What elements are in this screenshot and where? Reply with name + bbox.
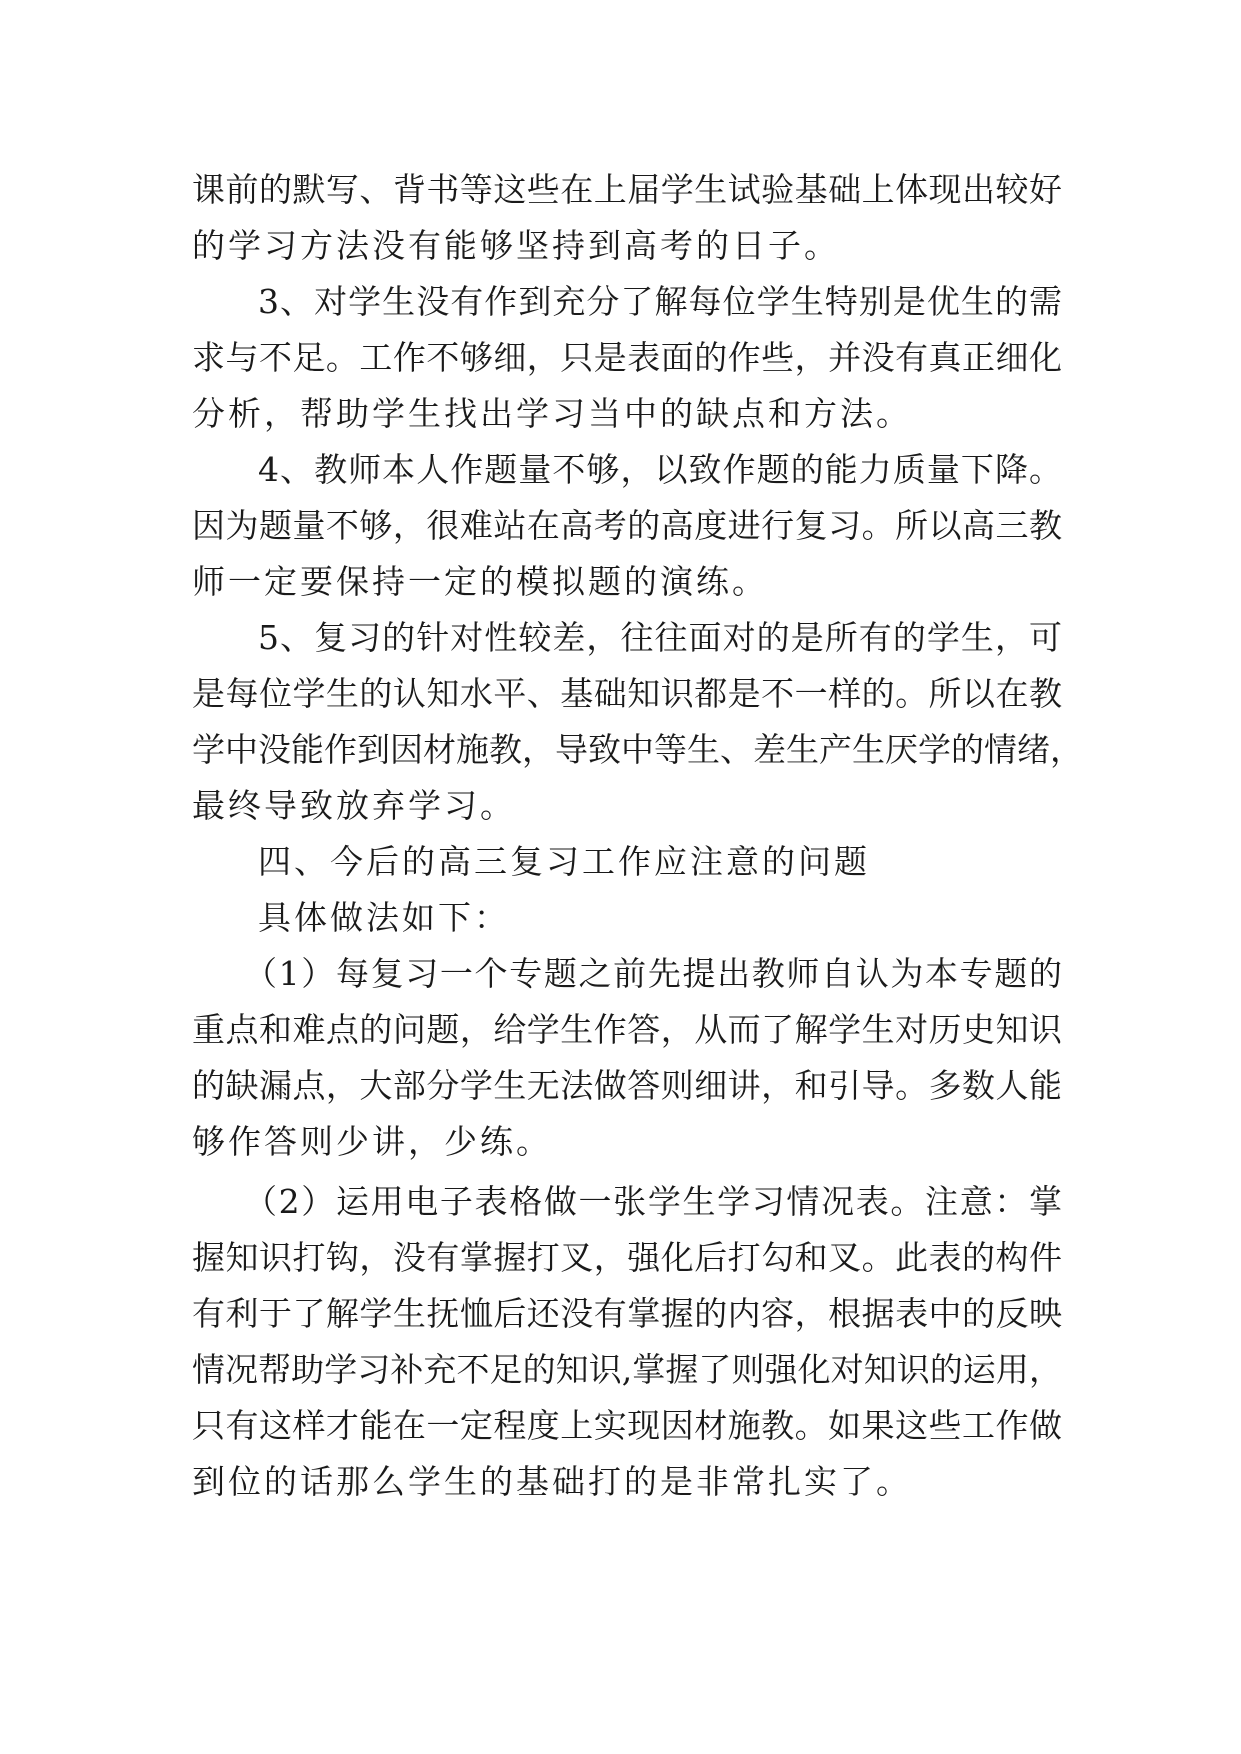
text-line: 课前的默写、背书等这些在上届学生试验基础上体现出较好 bbox=[192, 170, 1062, 209]
text-line: 握知识打钩，没有掌握打叉，强化后打勾和叉。此表的构件 bbox=[192, 1238, 1062, 1277]
text-line: 只有这样才能在一定程度上实现因材施教。如果这些工作做 bbox=[192, 1406, 1062, 1445]
paragraph-item-2-start: （2）运用电子表格做一张学生学习情况表。注意：掌 bbox=[244, 1182, 1062, 1221]
text-line: 有利于了解学生抚恤后还没有掌握的内容，根据表中的反映 bbox=[192, 1294, 1062, 1333]
text-line: 的学习方法没有能够坚持到高考的日子。 bbox=[192, 226, 840, 265]
text-line: 具体做法如下： bbox=[258, 898, 510, 937]
text-line: 重点和难点的问题，给学生作答，从而了解学生对历史知识 bbox=[192, 1010, 1062, 1049]
text-line: 因为题量不够，很难站在高考的高度进行复习。所以高三教 bbox=[192, 506, 1062, 545]
paragraph-item-1-start: （1）每复习一个专题之前先提出教师自认为本专题的 bbox=[244, 954, 1062, 993]
paragraph-5-start: 5、复习的针对性较差，往往面对的是所有的学生，可 bbox=[258, 618, 1062, 657]
text-line: 师一定要保持一定的模拟题的演练。 bbox=[192, 562, 768, 601]
text-line: 是每位学生的认知水平、基础知识都是不一样的。所以在教 bbox=[192, 674, 1062, 713]
section-heading: 四、今后的高三复习工作应注意的问题 bbox=[258, 842, 870, 881]
text-line: 分析，帮助学生找出学习当中的缺点和方法。 bbox=[192, 394, 912, 433]
paragraph-3-start: 3、对学生没有作到充分了解每位学生特别是优生的需 bbox=[258, 282, 1062, 321]
text-line: 最终导致放弃学习。 bbox=[192, 786, 516, 825]
text-line: 求与不足。工作不够细，只是表面的作些，并没有真正细化 bbox=[192, 338, 1062, 377]
text-line: 情况帮助学习补充不足的知识,掌握了则强化对知识的运用， bbox=[192, 1350, 1062, 1389]
text-line: 到位的话那么学生的基础打的是非常扎实了。 bbox=[192, 1462, 912, 1501]
paragraph-4-start: 4、教师本人作题量不够，以致作题的能力质量下降。 bbox=[258, 450, 1062, 489]
text-line: 的缺漏点，大部分学生无法做答则细讲，和引导。多数人能 bbox=[192, 1066, 1062, 1105]
text-line: 学中没能作到因材施教，导致中等生、差生产生厌学的情绪， bbox=[192, 730, 1083, 769]
text-line: 够作答则少讲，少练。 bbox=[192, 1122, 552, 1161]
